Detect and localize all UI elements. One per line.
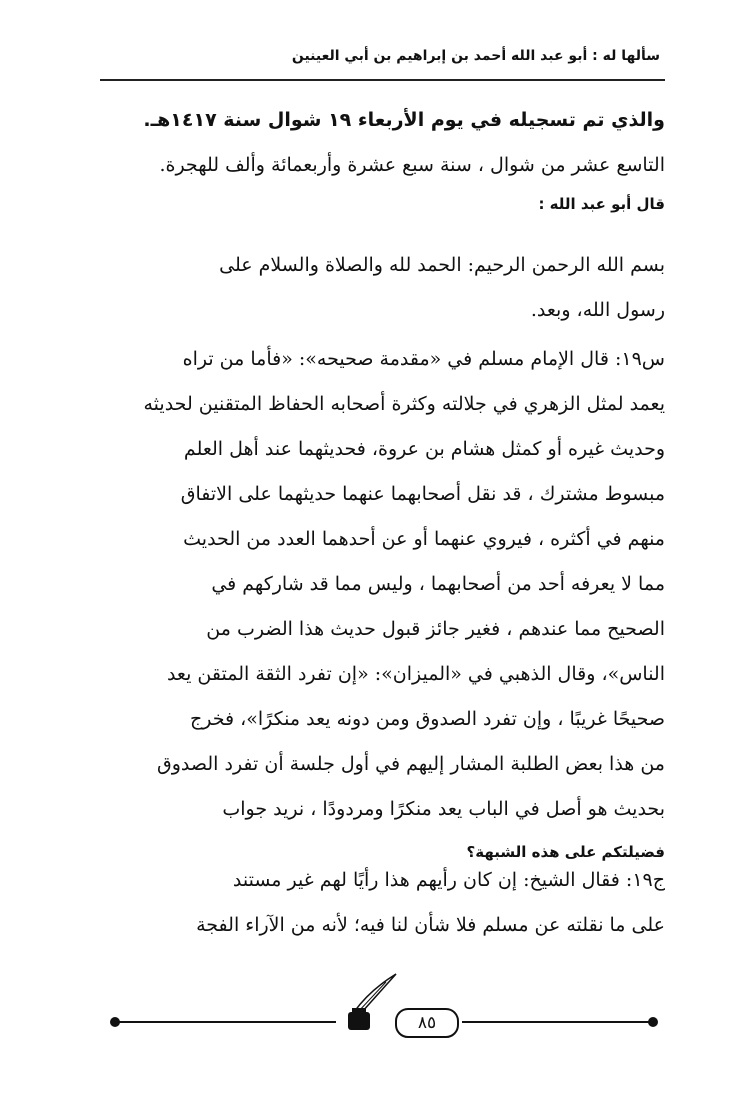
footer-right-dot (648, 1017, 658, 1027)
header-rule (100, 79, 665, 81)
question-line: منهم في أكثره ، فيروي عنهما أو عن أحدهما العدد من الحديث (183, 528, 665, 550)
running-header: سألها له : أبو عبد الله أحمد بن إبراهيم بن أبي العينين (291, 48, 660, 64)
speaker-heading: قال أبو عبد الله : (538, 195, 665, 213)
question-line: مما لا يعرفه أحد من أصحابهما ، وليس مما قد شاركهم في (211, 573, 665, 595)
intro-line: والذي تم تسجيله في يوم الأربعاء ١٩ شوال سنة ١٤١٧هـ. (143, 109, 665, 131)
question-line: يعمد لمثل الزهري في جلالته وكثرة أصحابه الحفاظ المتقنين لحديثه (143, 393, 665, 415)
question-paragraph (100, 337, 665, 872)
inkwell-quill-icon (340, 972, 400, 1036)
question-line: الناس»، وقال الذهبي في «الميزان»: «إن تفرد الثقة المتقن يعد (166, 663, 665, 685)
answer-line: على ما نقلته عن مسلم فلا شأن لنا فيه؛ لأنه من الآراء الفجة (196, 914, 665, 936)
question-line: وحديث غيره أو كمثل هشام بن عروة، فحديثهما عند أهل العلم (183, 438, 665, 460)
answer-line: ج١٩: فقال الشيخ: إن كان رأيهم هذا رأيًا لهم غير مستند (232, 869, 665, 891)
footer-left-rule (118, 1021, 336, 1023)
page-footer (110, 1000, 660, 1044)
basmala-line: بسم الله الرحمن الرحيم: الحمد لله والصلاة والسلام على (219, 254, 665, 276)
question-line: صحيحًا غريبًا ، وإن تفرد الصدوق ومن دونه يعد منكرًا»، فخرج (190, 708, 665, 730)
footer-right-rule (462, 1021, 652, 1023)
question-line: س١٩: قال الإمام مسلم في «مقدمة صحيحه»: «فأما من تراه (182, 348, 665, 370)
answer-paragraph (100, 858, 665, 948)
question-line: من هذا بعض الطلبة المشار إليهم في أول جلسة أن تفرد الصدوق (157, 753, 665, 775)
question-ending: فضيلتكم على هذه الشبهة؟ (466, 843, 665, 861)
basmala-line: رسول الله، وبعد. (530, 299, 665, 321)
intro-paragraph (100, 98, 665, 188)
page-number: ٨٥ (395, 1008, 459, 1038)
intro-line: التاسع عشر من شوال ، سنة سبع عشرة وأربعمائة وألف للهجرة. (159, 154, 665, 176)
question-line: الصحيح مما عندهم ، فغير جائز قبول حديث هذا الضرب من (206, 618, 665, 640)
basmala-paragraph (100, 243, 665, 333)
question-line: مبسوط مشترك ، قد نقل أصحابهما عنهما حديثهما على الاتفاق (180, 483, 665, 505)
question-line: بحديث هو أصل في الباب يعد منكرًا ومردودًا ، نريد جواب (222, 798, 665, 820)
